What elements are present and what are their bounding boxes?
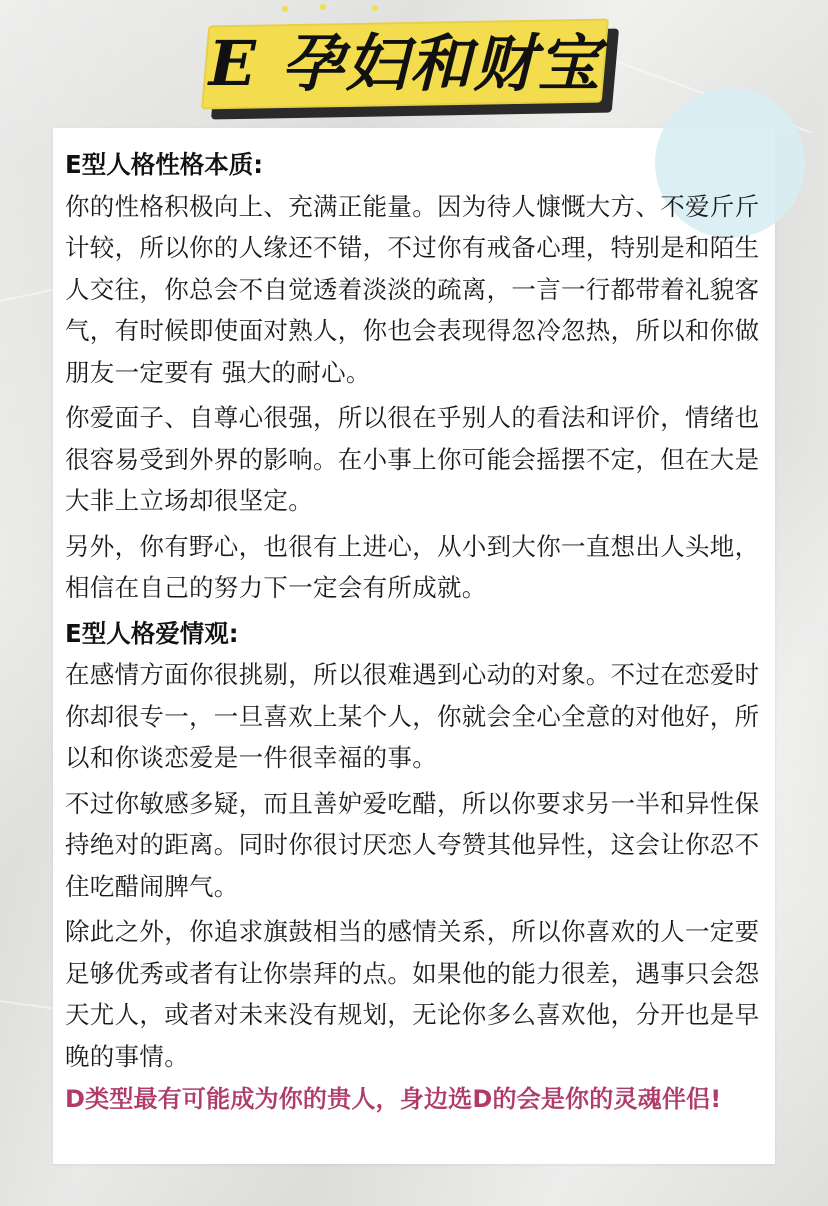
- section-heading-love: E型人格爱情观:: [65, 618, 239, 648]
- paragraph: 你爱面子、自尊心很强，所以很在乎别人的看法和评价，情绪也很容易受到外界的影响。在小事上你可能会摇摆不定，但在大是大非上立场却很坚定。: [65, 403, 760, 515]
- decorative-dot: [372, 5, 378, 11]
- content-card: [53, 128, 775, 1164]
- decorative-dot: [282, 6, 288, 12]
- paragraph: 你的性格积极向上、充满正能量。因为待人慷慨大方、不爱斤斤计较，所以你的人缘还不错，不过你有戒备心理，特别是和陌生人交往，你总会不自觉透着淡淡的疏离，一言一行都带着礼貌客气，有时候即使面对熟人，你也会表现得忽冷忽热，所以和你做朋友一定要有 强大的耐心。: [65, 191, 760, 387]
- paragraph: 在感情方面你很挑剔，所以很难遇到心动的对象。不过在恋爱时你却很专一，一旦喜欢上某个人，你就会全心全意的对他好，所以和你谈恋爱是一件很幸福的事。: [65, 660, 760, 772]
- footer-highlight: D类型最有可能成为你的贵人，身边选D的会是你的灵魂伴侣!: [65, 1085, 722, 1113]
- article-body: [65, 144, 767, 1121]
- page-title: E 孕妇和财宝: [208, 27, 602, 100]
- title-banner: [205, 22, 615, 116]
- paragraph: 另外，你有野心，也很有上进心，从小到大你一直想出人头地，相信在自己的努力下一定会有所成就。: [65, 531, 760, 602]
- decorative-dot: [320, 4, 326, 10]
- section-heading-personality: E型人格性格本质:: [65, 150, 264, 179]
- paragraph: 除此之外，你追求旗鼓相当的感情关系，所以你喜欢的人一定要足够优秀或者有让你崇拜的点。如果他的能力很差，遇事只会怨天尤人，或者对未来没有规划，无论你多么喜欢他，分开也是早晚的事情。: [65, 917, 760, 1071]
- paragraph: 不过你敏感多疑，而且善妒爱吃醋，所以你要求另一半和异性保持绝对的距离。同时你很讨厌恋人夸赞其他异性，这会让你忍不住吃醋闹脾气。: [65, 788, 760, 901]
